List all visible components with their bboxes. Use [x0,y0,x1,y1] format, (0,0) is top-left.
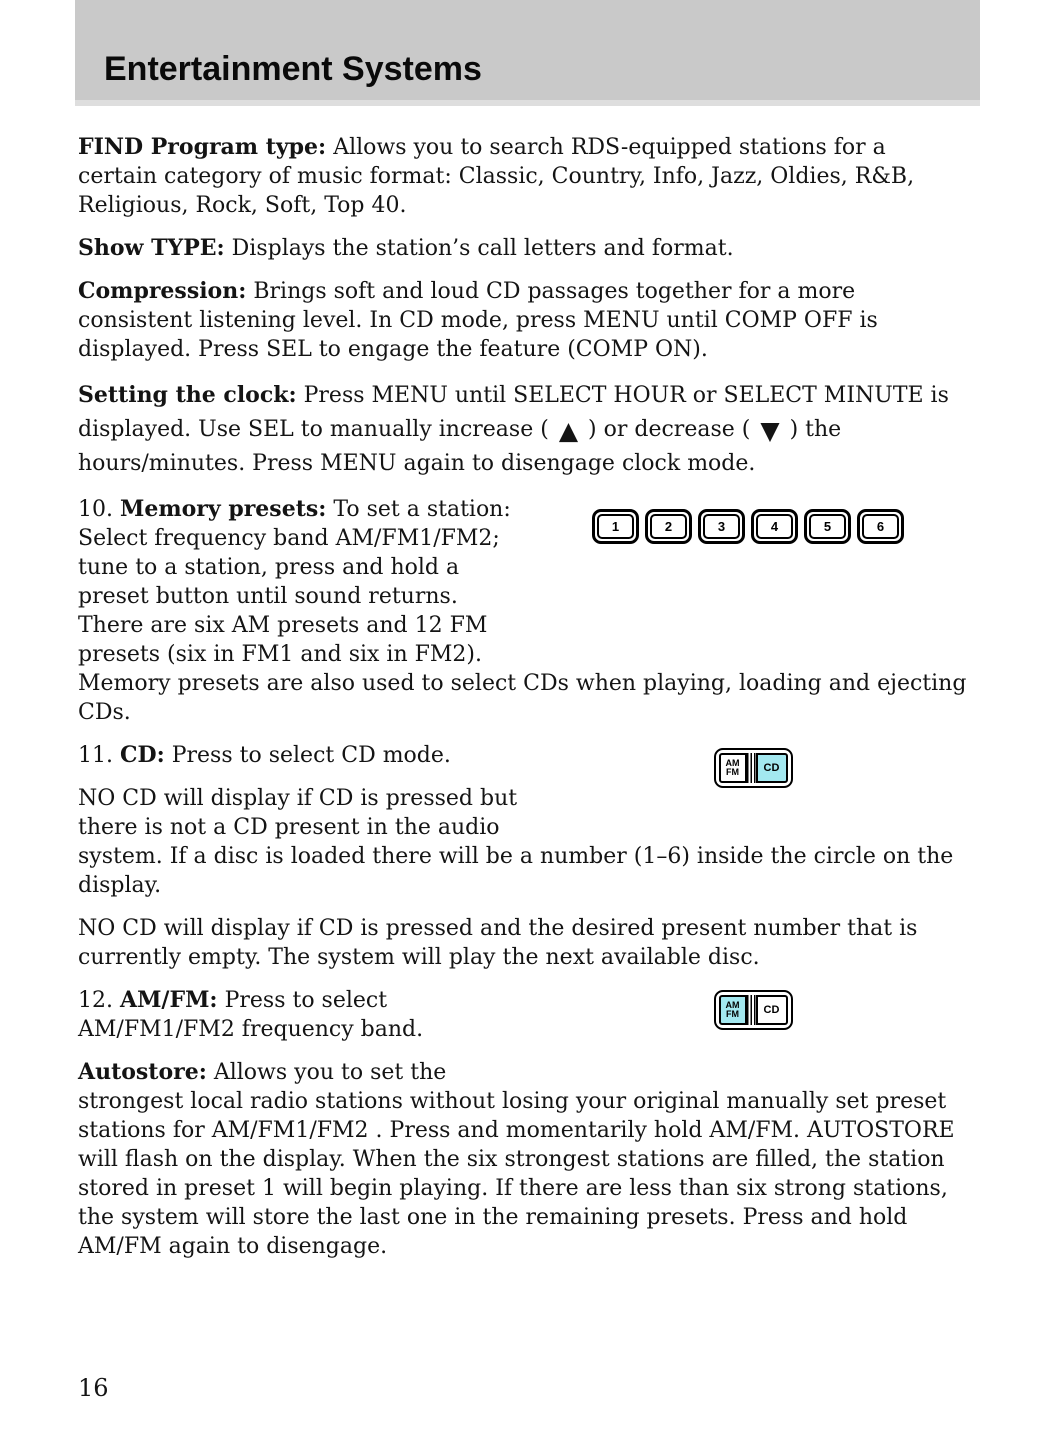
preset-button-row [592,509,904,544]
memory-presets-number: 10. [78,497,113,522]
cd-button-figure [538,741,968,836]
preset-button [857,509,904,544]
preset-button-label: 3 [703,514,740,539]
button-divider [747,995,756,1025]
cd-number: 11. [78,743,113,768]
cd-button-cell: CD [756,995,788,1025]
paragraph-compression [78,277,968,364]
am-fm-body: Press to select AM/FM1/FM2 frequency band. [78,988,424,1042]
autostore-label: Autostore: [78,1059,207,1085]
memory-presets-body3: Memory presets are also used to select CDs when playing, loading and ejecting CDs. [78,671,967,725]
paragraph-show-type [78,234,968,263]
paragraph-setting-clock [78,378,968,481]
setting-clock-label: Setting the clock: [78,382,297,408]
memory-presets-body2: There are six AM presets and 12 FM presets (six in FM1 and six in FM2). [78,613,488,667]
paragraph-autostore [78,1058,968,1261]
preset-button [698,509,745,544]
fm-label: FM [726,767,739,777]
preset-button-label: 6 [862,514,899,539]
memory-presets-body: To set a station: Select frequency band AM/FM1/FM2; tune to a station, press and hold a preset button until sound returns. [78,497,511,609]
page-content [78,133,968,1275]
preset-button-label: 1 [597,514,634,539]
cd-body: Press to select CD mode. [171,743,451,768]
paragraph-no-cd-1: NO CD will display if CD is pressed but there is not a CD present in the audio system. If a disc is loaded there will be a number (1–6) inside the circle on the display. [78,786,954,898]
find-program-body: Allows you to search RDS-equipped stations for a certain category of music format: Classic, Country, Info, Jazz, Oldies, R&B, Religious, Rock, Soft, Top 40. [78,135,915,218]
am-fm-button-cell [719,995,747,1025]
preset-button-label: 2 [650,514,687,539]
am-fm-number: 12. [78,988,113,1013]
setting-clock-text-1: Press MENU until SELECT HOUR or SELECT MINUTE is displayed. Use SEL to manually increase ( [78,383,949,442]
preset-button [804,509,851,544]
compression-body: Brings soft and loud CD passages together for a more consistent listening level. In CD mode, press MENU until COMP OFF is displayed. Press SEL to engage the feature (COMP ON). [78,279,878,362]
page-number: 16 [78,1374,109,1402]
autostore-body: Allows you to set the strongest local radio stations without losing your original manually set preset stations for AM/FM1/FM2 . Press and momentarily hold AM/FM. AUTOSTORE will flash on the display. When the six strongest stations are filled, the station stored in preset 1 will begin playing. If there are less than six strong stations, the system will store the last one in the remaining presets. Press and hold AM/FM again to disengage. [78,1060,955,1259]
preset-button [751,509,798,544]
am-fm-button-cell [719,753,747,783]
am-fm-cd-rocker [714,990,793,1030]
find-program-label: FIND Program type: [78,134,327,160]
am-fm-button-figure [538,986,968,1081]
section-am-fm [78,986,968,1044]
preset-button-label: 5 [809,514,846,539]
am-label: AM [725,758,740,768]
decrease-triangle-icon: ▼ [760,416,780,445]
paragraph-no-cd-2: NO CD will display if CD is pressed and the desired present number that is currently empty. The system will play the next available disc. [78,916,918,970]
fm-label: FM [726,1009,739,1019]
section-cd [78,741,968,777]
am-fm-cd-rocker [714,748,793,788]
memory-presets-label: Memory presets: [120,496,327,522]
increase-triangle-icon: ▲ [558,416,579,445]
preset-button [645,509,692,544]
preset-button-label: 4 [756,514,793,539]
button-divider [747,753,756,783]
page-title: Entertainment Systems [104,50,482,88]
am-label: AM [725,1000,740,1010]
cd-label: CD: [120,742,165,768]
am-fm-label: AM/FM: [120,987,218,1013]
show-type-label: Show TYPE: [78,235,225,261]
setting-clock-text-2: ) or decrease ( [588,417,751,442]
show-type-body: Displays the station’s call letters and format. [231,236,734,261]
section-header-band [75,0,980,106]
setting-clock-text-3: ) the hours/minutes. Press MENU again to disengage clock mode. [78,417,842,476]
paragraph-find-program [78,133,968,220]
cd-button-cell: CD [756,753,788,783]
compression-label: Compression: [78,278,247,304]
preset-button [592,509,639,544]
preset-buttons-figure [528,495,968,637]
section-memory-presets [78,495,968,727]
